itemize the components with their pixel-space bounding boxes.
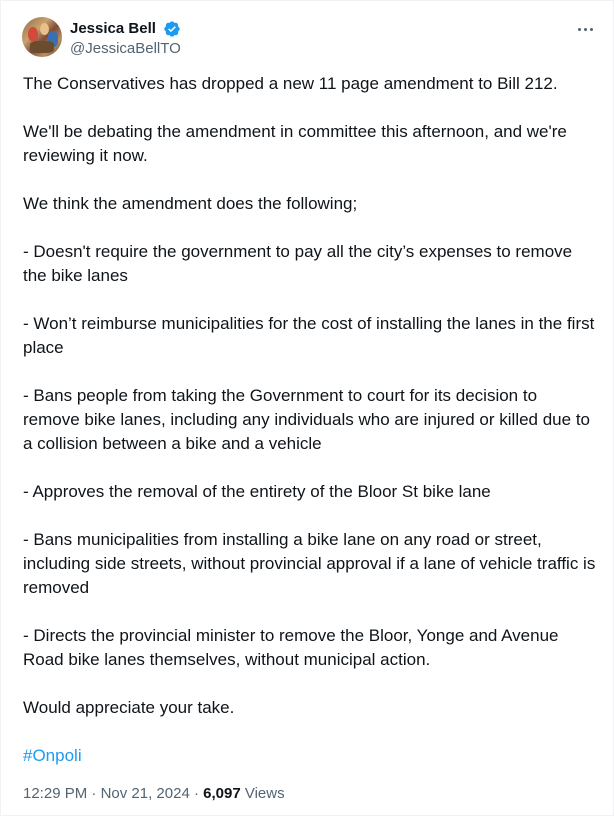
tweet-meta xyxy=(23,784,285,804)
avatar[interactable] xyxy=(22,17,62,57)
hashtag-link[interactable]: #Onpoli xyxy=(23,746,82,765)
tweet-time[interactable]: 12:29 PM xyxy=(23,785,88,802)
tweet-paragraph: Would appreciate your take. xyxy=(23,698,235,717)
avatar-photo-shape xyxy=(28,27,38,41)
tweet-date[interactable]: Nov 21, 2024 xyxy=(100,785,190,802)
more-dot xyxy=(584,28,587,31)
tweet-paragraph: - Doesn't require the government to pay all the city’s expenses to remove the bike lanes xyxy=(23,242,573,285)
tweet-paragraph: - Bans people from taking the Government to court for its decision to remove bike lanes, including any individuals who are injured or killed due to a collision between a bike and a vehicle xyxy=(23,386,590,453)
views-count: 6,097 xyxy=(203,785,241,802)
avatar-photo-shape xyxy=(30,41,54,53)
tweet-paragraph: The Conservatives has dropped a new 11 page amendment to Bill 212. xyxy=(23,74,558,93)
more-dot xyxy=(578,28,581,31)
author-handle[interactable]: @JessicaBellTO xyxy=(70,40,181,57)
tweet-paragraph: We'll be debating the amendment in committee this afternoon, and we're reviewing it now. xyxy=(23,122,567,165)
tweet-paragraph: - Approves the removal of the entirety of the Bloor St bike lane xyxy=(23,482,491,501)
tweet-text xyxy=(23,72,597,792)
more-options-icon[interactable] xyxy=(573,19,597,39)
tweet-paragraph: We think the amendment does the following; xyxy=(23,194,358,213)
meta-separator: · xyxy=(189,785,204,802)
more-dot xyxy=(590,28,593,31)
author-display-name[interactable]: Jessica Bell xyxy=(70,20,156,37)
tweet-paragraph: - Directs the provincial minister to remove the Bloor, Yonge and Avenue Road bike lanes themselves, without municipal action. xyxy=(23,626,559,669)
tweet-paragraph: - Won’t reimburse municipalities for the cost of installing the lanes in the first place xyxy=(23,314,595,357)
meta-separator: · xyxy=(87,785,101,802)
tweet-header xyxy=(22,17,597,59)
views-label: Views xyxy=(240,785,285,802)
verified-badge-icon xyxy=(163,20,181,38)
author-info xyxy=(70,19,181,59)
tweet-paragraph: - Bans municipalities from installing a bike lane on any road or street, including side streets, without provincial approval if a lane of vehicle traffic is removed xyxy=(23,530,596,597)
